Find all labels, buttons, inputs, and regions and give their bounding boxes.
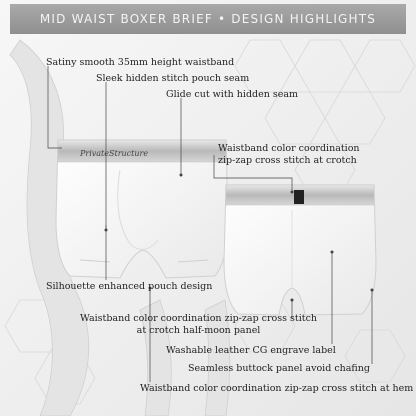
callout-waistband-coord-crotch [218,143,360,167]
callout-pouch-seam: Sleek hidden stitch pouch seam [96,73,250,84]
callout-leather-label: Washable leather CG engrave label [166,345,336,356]
callout-glide-cut: Glide cut with hidden seam [166,89,299,100]
callout-halfmoon [80,313,317,337]
callout-hem: Waistband color coordination zip-zap cross stitch at hem [140,383,414,394]
callout-line: zip-zap cross stitch at crotch [218,155,357,166]
callout-line: Waistband color coordination [218,143,360,154]
brand-logo: PrivateStructure [80,149,149,158]
callout-line: at crotch half-moon panel [136,325,261,336]
leather-label-patch [294,190,304,204]
callout-buttock-panel: Seamless buttock panel avoid chafing [188,363,370,374]
callout-waistband: Satiny smooth 35mm height waistband [46,57,235,68]
callout-silhouette: Silhouette enhanced pouch design [46,281,213,292]
page-title-banner: MID WAIST BOXER BRIEF • DESIGN HIGHLIGHTS [10,4,406,34]
back-brief [224,185,376,315]
callout-line: Waistband color coordination zip-zap cross stitch [80,313,318,324]
